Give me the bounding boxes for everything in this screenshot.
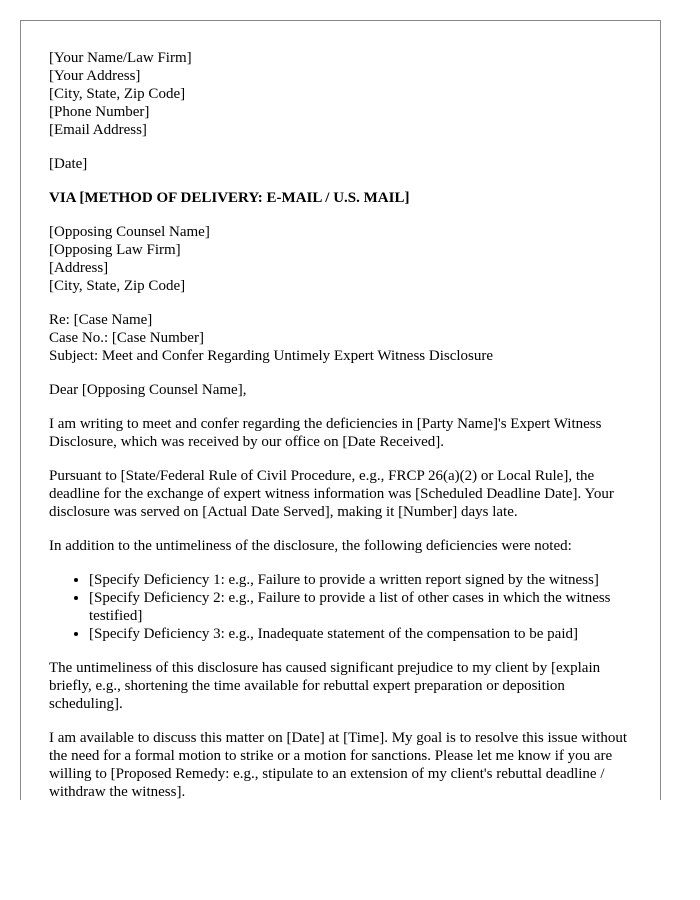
paragraph-intro: I am writing to meet and confer regarding the deficiencies in [Party Name]'s Expert Witness Disclosure, which was received by our office on [Date Received]. (49, 416, 602, 450)
recipient-block (49, 223, 639, 295)
recipient-city: [City, State, Zip Code] (49, 278, 186, 294)
deficiency-item: • [Specify Deficiency 2: e.g., Failure to provide a list of other cases in which the witness testified] (89, 589, 639, 625)
paragraph-deadline: Pursuant to [State/Federal Rule of Civil Procedure, e.g., FRCP 26(a)(2) or Local Rule], the deadline for the exchange of expert witness information was [Scheduled Deadline Date]. Your disclosure was served on [Actual Date Served], making it [Number] days late. (49, 468, 614, 520)
delivery-method: VIA [METHOD OF DELIVERY: E-MAIL / U.S. MAIL] (49, 190, 410, 206)
sender-phone: [Phone Number] (49, 104, 150, 120)
sender-block (49, 49, 639, 139)
sender-address: [Your Address] (49, 68, 141, 84)
sender-city: [City, State, Zip Code] (49, 86, 186, 102)
salutation: Dear [Opposing Counsel Name], (49, 382, 247, 398)
paragraph-prejudice: The untimeliness of this disclosure has caused significant prejudice to my client by [explain briefly, e.g., shortening the time available for rebuttal expert preparation or deposition scheduling]. (49, 660, 601, 712)
deficiency-item: • [Specify Deficiency 3: e.g., Inadequate statement of the compensation to be paid] (89, 625, 639, 643)
deficiency-item: • [Specify Deficiency 1: e.g., Failure to provide a written report signed by the witness] (89, 571, 639, 589)
paragraph-meet-confer: I am available to discuss this matter on [Date] at [Time]. My goal is to resolve this issue without the need for a formal motion to strike or a motion for sanctions. Please let me know if you are willing to [Proposed Remedy: e.g., stipulate to an extension of my client's rebuttal deadline / withdraw the witness]. (49, 730, 628, 800)
recipient-address: [Address] (49, 260, 109, 276)
subject-line: Subject: Meet and Confer Regarding Untimely Expert Witness Disclosure (49, 348, 494, 364)
case-number-line: Case No.: [Case Number] (49, 330, 204, 346)
recipient-firm: [Opposing Law Firm] (49, 242, 181, 258)
recipient-name: [Opposing Counsel Name] (49, 224, 210, 240)
paragraph-deficiencies-intro: In addition to the untimeliness of the disclosure, the following deficiencies were noted: (49, 538, 572, 554)
case-name-line: Re: [Case Name] (49, 312, 153, 328)
reference-block (49, 311, 639, 365)
date-line: [Date] (49, 156, 88, 172)
deficiency-list (49, 571, 639, 643)
letter-page (20, 20, 661, 800)
sender-name: [Your Name/Law Firm] (49, 50, 192, 66)
sender-email: [Email Address] (49, 122, 147, 138)
letter-body (49, 49, 639, 800)
